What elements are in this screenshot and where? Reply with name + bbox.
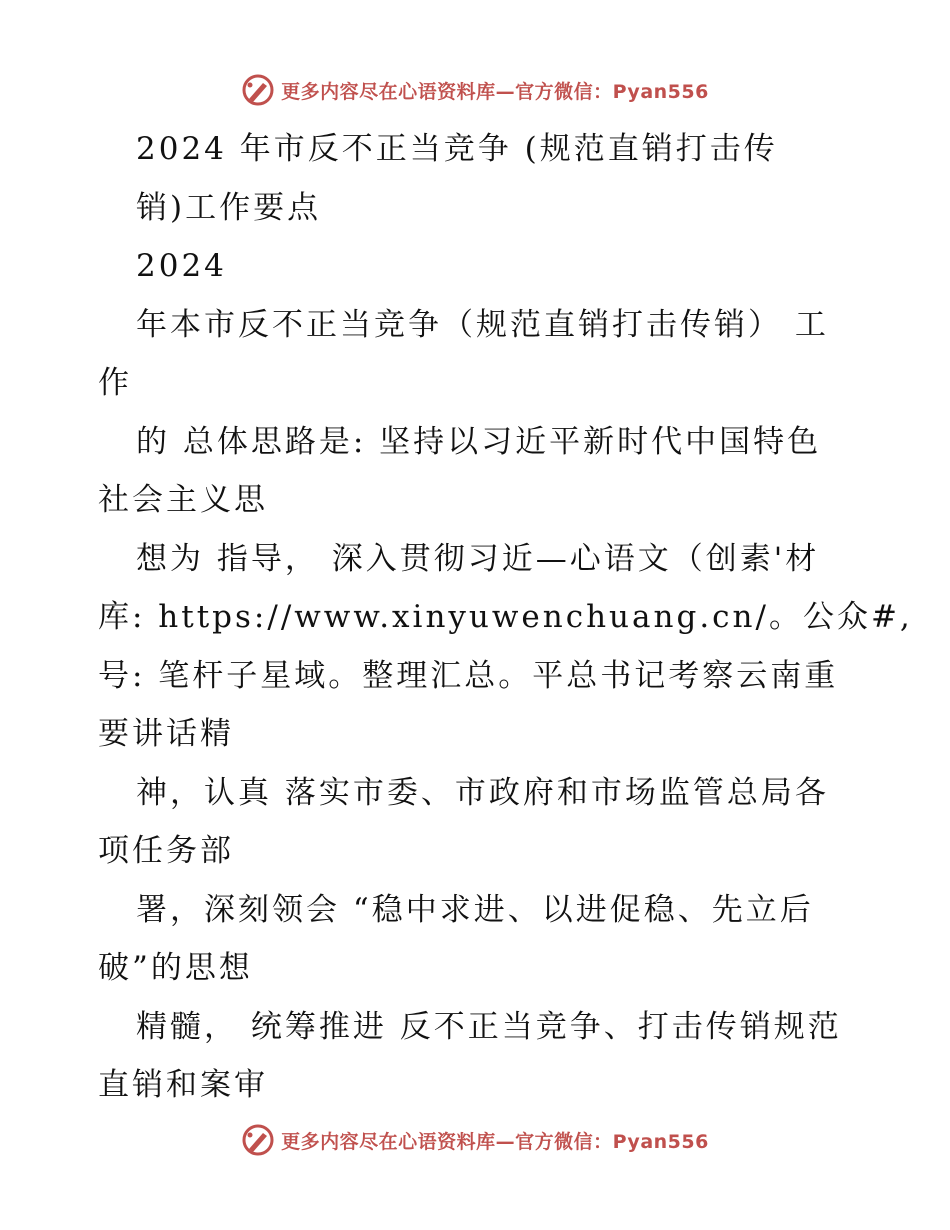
text-line: 年本市反不正当竞争（规范直销打击传销） 工 (136, 306, 829, 343)
text-line: 的 总体思路是: 坚持以习近平新时代中国特色 (136, 423, 822, 460)
text-line: 社会主义思 (98, 482, 268, 518)
pen-logo-icon (241, 73, 275, 107)
watermark-footer (0, 1120, 950, 1160)
watermark-text: 更多内容尽在心语资料库—官方微信：Pyan556 (281, 80, 709, 103)
text-line: 2024 (136, 248, 227, 284)
pen-logo-icon (241, 1123, 275, 1157)
text-line: 2024 年市反不正当竞争 (规范直销打击传 (136, 131, 778, 167)
text-line: 署，深刻领会 “稳中求进、以进促稳、先立后 (136, 891, 814, 928)
text-line: 库: https://www.xinyuwenchuang.cn/。公众#, (98, 599, 913, 635)
text-line: 销)工作要点 (136, 189, 322, 226)
watermark-text: 更多内容尽在心语资料库—官方微信：Pyan556 (281, 1130, 709, 1153)
document-body (98, 120, 913, 1115)
text-line: 作 (98, 365, 132, 401)
text-line: 神，认真 落实市委、市政府和市场监管总局各 (136, 774, 829, 811)
text-line: 想为 指导， 深入贯彻习近—心语文（创素'材 (136, 540, 820, 577)
text-line: 直销和案审 (98, 1067, 268, 1103)
text-line: 号: 笔杆子星域。整理汇总。平总书记考察云南重 (98, 657, 839, 694)
text-line: 项任务部 (98, 833, 234, 869)
watermark-header (0, 70, 950, 110)
text-line: 要讲话精 (98, 716, 234, 752)
text-line: 破”的思想 (98, 950, 253, 986)
text-line: 精髓， 统筹推进 反不正当竞争、打击传销规范 (136, 1008, 842, 1045)
